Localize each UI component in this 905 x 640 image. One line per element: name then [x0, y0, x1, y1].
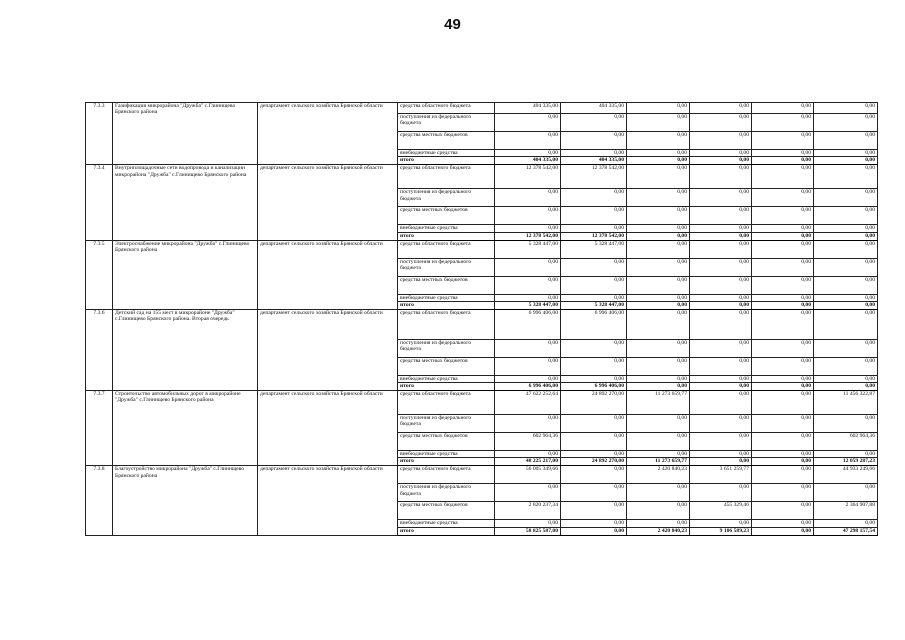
amount-cell: 0,00	[814, 294, 878, 301]
funding-source: поступления из федерального бюджета	[398, 339, 495, 357]
item-executor: департамент сельского хозяйства Брянской области	[258, 391, 398, 466]
item-code: 7.3.7	[86, 391, 113, 466]
funding-source: средства местных бюджетов	[398, 132, 495, 150]
amount-cell: 0,00	[627, 103, 690, 114]
amount-cell: 0,00	[814, 132, 878, 150]
amount-cell: 0,00	[752, 114, 814, 132]
amount-cell: 0,00	[690, 415, 752, 433]
amount-cell: 0,00	[627, 339, 690, 357]
amount-cell: 0,00	[627, 165, 690, 189]
amount-cell: 0,00	[690, 458, 752, 466]
item-code: 7.3.6	[86, 309, 113, 390]
funding-source: средства местных бюджетов	[398, 207, 495, 225]
amount-cell: 0,00	[814, 357, 878, 375]
amount-cell: 0,00	[561, 207, 627, 225]
amount-cell: 0,00	[752, 232, 814, 240]
amount-cell: 0,00	[814, 207, 878, 225]
amount-cell: 0,00	[561, 150, 627, 157]
amount-cell: 0,00	[814, 375, 878, 382]
amount-cell: 0,00	[627, 415, 690, 433]
amount-cell: 0,00	[752, 309, 814, 339]
funding-source: средства местных бюджетов	[398, 502, 495, 520]
amount-cell: 0,00	[752, 150, 814, 157]
amount-cell: 0,00	[627, 357, 690, 375]
amount-cell: 0,00	[690, 258, 752, 276]
amount-cell: 0,00	[690, 433, 752, 451]
amount-cell: 0,00	[561, 466, 627, 484]
amount-cell: 0,00	[690, 375, 752, 382]
amount-cell: 0,00	[627, 240, 690, 258]
funding-source: средства областного бюджета	[398, 103, 495, 114]
amount-cell: 0,00	[690, 103, 752, 114]
funding-source: поступления из федерального бюджета	[398, 415, 495, 433]
amount-cell: 0,00	[495, 294, 561, 301]
amount-cell: 0,00	[561, 484, 627, 502]
amount-cell: 0,00	[495, 375, 561, 382]
amount-cell: 12 378 542,00	[495, 232, 561, 240]
page-number: 49	[444, 16, 461, 33]
amount-cell: 0,00	[690, 189, 752, 207]
amount-cell: 0,00	[561, 415, 627, 433]
amount-cell: 2 420 840,23	[627, 466, 690, 484]
amount-cell: 0,00	[690, 240, 752, 258]
amount-cell: 0,00	[495, 189, 561, 207]
amount-cell: 0,00	[814, 150, 878, 157]
amount-cell: 2 364 907,88	[814, 502, 878, 520]
amount-cell: 0,00	[495, 207, 561, 225]
amount-cell: 47 622 252,64	[495, 391, 561, 415]
amount-cell: 0,00	[752, 225, 814, 232]
amount-cell: 56 005 349,66	[495, 466, 561, 484]
amount-cell: 0,00	[814, 114, 878, 132]
amount-cell: 404 335,00	[495, 103, 561, 114]
amount-cell: 0,00	[627, 150, 690, 157]
amount-cell: 3 651 259,77	[690, 466, 752, 484]
amount-cell: 44 933 249,66	[814, 466, 878, 484]
amount-cell: 0,00	[814, 415, 878, 433]
amount-cell: 0,00	[814, 240, 878, 258]
amount-cell: 0,00	[627, 309, 690, 339]
table-row	[86, 309, 878, 339]
funding-source: внебюджетные средства	[398, 375, 495, 382]
amount-cell: 0,00	[752, 165, 814, 189]
item-code: 7.3.8	[86, 466, 113, 535]
amount-cell: 0,00	[752, 520, 814, 527]
amount-cell: 0,00	[752, 458, 814, 466]
amount-cell: 0,00	[752, 339, 814, 357]
amount-cell: 0,00	[690, 484, 752, 502]
amount-cell: 0,00	[495, 415, 561, 433]
amount-cell: 0,00	[690, 276, 752, 294]
amount-cell: 0,00	[495, 451, 561, 458]
table-row	[86, 466, 878, 484]
amount-cell: 0,00	[690, 232, 752, 240]
item-name: Газификация микрорайона "Дружба" с.Глинищево Брянского района	[113, 103, 258, 165]
item-name: Строительство автомобильных дорог в микрорайоне "Дружба" с.Глинищево Брянского района	[113, 391, 258, 466]
amount-cell: 0,00	[752, 451, 814, 458]
amount-cell: 0,00	[495, 150, 561, 157]
amount-cell: 0,00	[495, 225, 561, 232]
amount-cell: 5 328 447,00	[561, 240, 627, 258]
item-name: Детский сад на 155 мест в микрорайоне "Дружба" с.Глинищево Брянского района. Вторая очередь	[113, 309, 258, 390]
funding-source: средства областного бюджета	[398, 466, 495, 484]
funding-source: средства областного бюджета	[398, 391, 495, 415]
amount-cell: 0,00	[561, 520, 627, 527]
amount-cell: 0,00	[814, 189, 878, 207]
amount-cell: 12 378 542,00	[561, 232, 627, 240]
amount-cell: 0,00	[752, 294, 814, 301]
budget-table	[85, 102, 878, 536]
funding-source: поступления из федерального бюджета	[398, 114, 495, 132]
amount-cell: 11 456 322,87	[814, 391, 878, 415]
amount-cell: 0,00	[627, 258, 690, 276]
funding-source: средства местных бюджетов	[398, 433, 495, 451]
amount-cell: 0,00	[752, 391, 814, 415]
item-executor: департамент сельского хозяйства Брянской области	[258, 165, 398, 240]
amount-cell: 12 378 542,00	[495, 165, 561, 189]
amount-cell: 0,00	[690, 294, 752, 301]
funding-source: внебюджетные средства	[398, 451, 495, 458]
amount-cell: 0,00	[561, 339, 627, 357]
amount-cell: 0,00	[561, 189, 627, 207]
amount-cell: 0,00	[752, 357, 814, 375]
funding-source: средства областного бюджета	[398, 309, 495, 339]
amount-cell: 602 964,36	[495, 433, 561, 451]
amount-cell: 0,00	[627, 276, 690, 294]
amount-cell: 602 964,36	[814, 433, 878, 451]
amount-cell: 0,00	[814, 309, 878, 339]
amount-cell: 0,00	[690, 157, 752, 165]
amount-cell: 11 273 659,77	[627, 458, 690, 466]
amount-cell: 0,00	[814, 258, 878, 276]
amount-cell: 6 996 406,00	[495, 383, 561, 391]
amount-cell: 0,00	[627, 294, 690, 301]
amount-cell: 0,00	[627, 433, 690, 451]
amount-cell: 0,00	[627, 484, 690, 502]
amount-cell: 0,00	[814, 484, 878, 502]
amount-cell: 2 820 237,34	[495, 502, 561, 520]
amount-cell: 12 059 287,23	[814, 458, 878, 466]
funding-source: средства областного бюджета	[398, 240, 495, 258]
amount-cell: 0,00	[752, 484, 814, 502]
amount-cell: 0,00	[561, 451, 627, 458]
funding-source: итого	[398, 458, 495, 466]
amount-cell: 0,00	[814, 157, 878, 165]
amount-cell: 0,00	[561, 225, 627, 232]
amount-cell: 0,00	[627, 375, 690, 382]
funding-source: внебюджетные средства	[398, 150, 495, 157]
table-row	[86, 240, 878, 258]
funding-source: итого	[398, 232, 495, 240]
amount-cell: 0,00	[690, 309, 752, 339]
amount-cell: 0,00	[752, 276, 814, 294]
amount-cell: 0,00	[814, 232, 878, 240]
amount-cell: 0,00	[752, 189, 814, 207]
amount-cell: 0,00	[627, 301, 690, 309]
amount-cell: 0,00	[690, 150, 752, 157]
amount-cell: 0,00	[690, 207, 752, 225]
funding-source: внебюджетные средства	[398, 225, 495, 232]
amount-cell: 0,00	[561, 433, 627, 451]
item-executor: департамент сельского хозяйства Брянской области	[258, 309, 398, 390]
amount-cell: 0,00	[752, 207, 814, 225]
amount-cell: 0,00	[814, 225, 878, 232]
amount-cell: 0,00	[495, 357, 561, 375]
amount-cell: 0,00	[814, 301, 878, 309]
amount-cell: 0,00	[752, 502, 814, 520]
amount-cell: 0,00	[690, 114, 752, 132]
amount-cell: 0,00	[495, 484, 561, 502]
funding-source: итого	[398, 527, 495, 535]
amount-cell: 58 825 587,00	[495, 527, 561, 535]
item-executor: департамент сельского хозяйства Брянской области	[258, 240, 398, 309]
amount-cell: 5 328 447,00	[561, 301, 627, 309]
amount-cell: 455 329,46	[690, 502, 752, 520]
funding-source: итого	[398, 301, 495, 309]
amount-cell: 24 892 270,00	[561, 391, 627, 415]
amount-cell: 9 106 589,23	[690, 527, 752, 535]
amount-cell: 0,00	[690, 301, 752, 309]
amount-cell: 0,00	[627, 232, 690, 240]
amount-cell: 0,00	[495, 339, 561, 357]
amount-cell: 0,00	[752, 527, 814, 535]
amount-cell: 0,00	[561, 527, 627, 535]
amount-cell: 0,00	[561, 276, 627, 294]
funding-source: внебюджетные средства	[398, 294, 495, 301]
funding-source: итого	[398, 383, 495, 391]
amount-cell: 0,00	[627, 114, 690, 132]
amount-cell: 0,00	[627, 383, 690, 391]
amount-cell: 0,00	[627, 225, 690, 232]
amount-cell: 0,00	[561, 258, 627, 276]
amount-cell: 0,00	[561, 357, 627, 375]
item-name: Благоустройство микрорайона "Дружба" с.Глинищево Брянского района	[113, 466, 258, 535]
item-executor: департамент сельского хозяйства Брянской области	[258, 466, 398, 535]
amount-cell: 0,00	[495, 132, 561, 150]
funding-source: средства областного бюджета	[398, 165, 495, 189]
amount-cell: 0,00	[690, 520, 752, 527]
amount-cell: 11 273 659,77	[627, 391, 690, 415]
item-executor: департамент сельского хозяйства Брянской области	[258, 103, 398, 165]
amount-cell: 0,00	[690, 165, 752, 189]
amount-cell: 0,00	[752, 415, 814, 433]
amount-cell: 0,00	[690, 383, 752, 391]
funding-source: внебюджетные средства	[398, 520, 495, 527]
amount-cell: 0,00	[752, 383, 814, 391]
amount-cell: 0,00	[627, 132, 690, 150]
funding-source: поступления из федерального бюджета	[398, 258, 495, 276]
amount-cell: 0,00	[561, 114, 627, 132]
item-name: Электроснабжение микрорайона "Дружба" с.Глинищево Брянского района	[113, 240, 258, 309]
amount-cell: 0,00	[561, 132, 627, 150]
amount-cell: 0,00	[690, 357, 752, 375]
amount-cell: 0,00	[752, 240, 814, 258]
amount-cell: 0,00	[495, 520, 561, 527]
item-name: Внутриплощадочные сети водопровода и канализации микрорайона "Дружба" с.Глинищево Брянского района	[113, 165, 258, 240]
amount-cell: 0,00	[561, 375, 627, 382]
amount-cell: 6 996 406,00	[561, 309, 627, 339]
amount-cell: 0,00	[495, 276, 561, 294]
amount-cell: 48 225 217,00	[495, 458, 561, 466]
amount-cell: 0,00	[561, 502, 627, 520]
amount-cell: 0,00	[690, 339, 752, 357]
amount-cell: 12 378 542,00	[561, 165, 627, 189]
amount-cell: 0,00	[814, 276, 878, 294]
amount-cell: 0,00	[752, 258, 814, 276]
amount-cell: 0,00	[690, 132, 752, 150]
amount-cell: 0,00	[627, 520, 690, 527]
item-code: 7.3.5	[86, 240, 113, 309]
amount-cell: 404 335,00	[495, 157, 561, 165]
amount-cell: 0,00	[627, 451, 690, 458]
amount-cell: 0,00	[752, 375, 814, 382]
amount-cell: 0,00	[814, 451, 878, 458]
amount-cell: 0,00	[690, 391, 752, 415]
amount-cell: 6 996 406,00	[561, 383, 627, 391]
amount-cell: 6 996 406,00	[495, 309, 561, 339]
funding-source: средства местных бюджетов	[398, 357, 495, 375]
amount-cell: 0,00	[814, 103, 878, 114]
amount-cell: 0,00	[495, 258, 561, 276]
amount-cell: 0,00	[814, 339, 878, 357]
amount-cell: 0,00	[814, 520, 878, 527]
funding-source: средства местных бюджетов	[398, 276, 495, 294]
amount-cell: 0,00	[690, 225, 752, 232]
amount-cell: 0,00	[752, 157, 814, 165]
amount-cell: 2 420 840,23	[627, 527, 690, 535]
item-code: 7.3.3	[86, 103, 113, 165]
amount-cell: 0,00	[495, 114, 561, 132]
table-row	[86, 165, 878, 189]
amount-cell: 0,00	[561, 294, 627, 301]
amount-cell: 0,00	[752, 103, 814, 114]
amount-cell: 0,00	[752, 301, 814, 309]
amount-cell: 404 335,00	[561, 157, 627, 165]
amount-cell: 0,00	[814, 165, 878, 189]
amount-cell: 404 335,00	[561, 103, 627, 114]
amount-cell: 0,00	[627, 207, 690, 225]
funding-source: поступления из федерального бюджета	[398, 484, 495, 502]
amount-cell: 0,00	[752, 132, 814, 150]
amount-cell: 0,00	[752, 433, 814, 451]
funding-source: поступления из федерального бюджета	[398, 189, 495, 207]
amount-cell: 0,00	[690, 451, 752, 458]
amount-cell: 47 298 157,54	[814, 527, 878, 535]
amount-cell: 5 328 447,00	[495, 240, 561, 258]
amount-cell: 0,00	[627, 502, 690, 520]
amount-cell: 0,00	[627, 189, 690, 207]
amount-cell: 0,00	[814, 383, 878, 391]
item-code: 7.3.4	[86, 165, 113, 240]
amount-cell: 0,00	[627, 157, 690, 165]
amount-cell: 0,00	[752, 466, 814, 484]
amount-cell: 5 328 447,00	[495, 301, 561, 309]
table-row	[86, 103, 878, 114]
funding-source: итого	[398, 157, 495, 165]
table-row	[86, 391, 878, 415]
amount-cell: 24 892 270,00	[561, 458, 627, 466]
